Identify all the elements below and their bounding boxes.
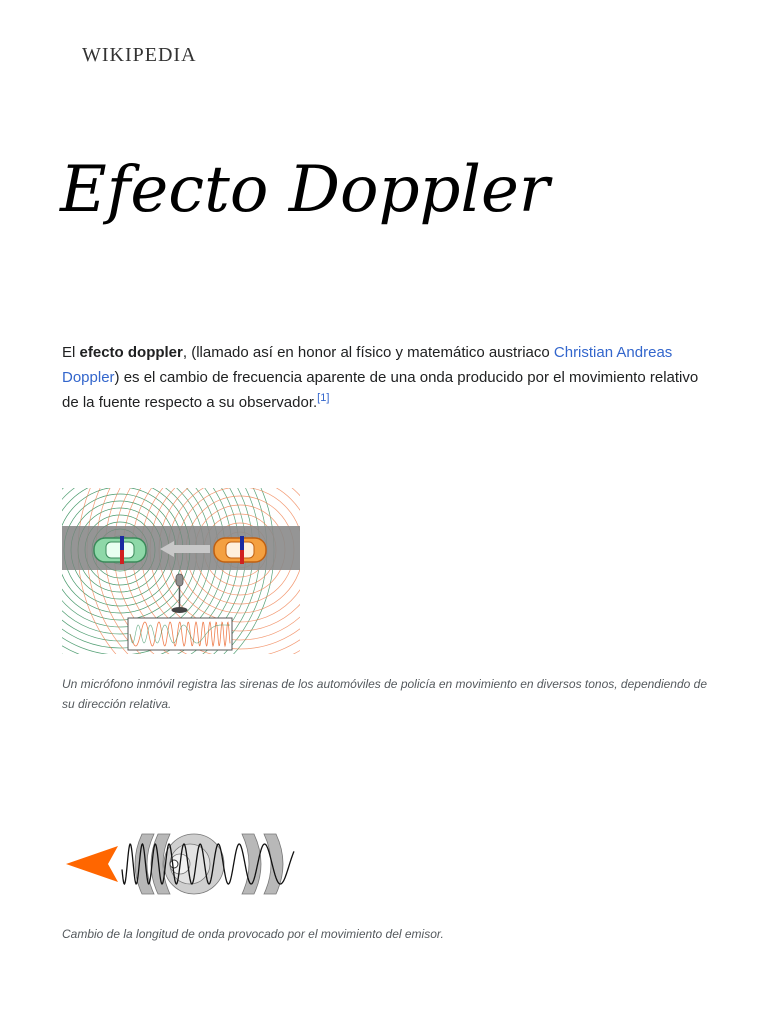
lead-bold-term: efecto doppler bbox=[79, 344, 183, 361]
lead-text-1: El bbox=[62, 344, 80, 361]
figure-caption-1: Un micrófono inmóvil registra las sirenas de los automóviles de policía en movimiento en diversos tonos, dependiendo de su dirección relativa. bbox=[62, 677, 708, 711]
figure-caption-2: Cambio de la longitud de onda provocado por el movimiento del emisor. bbox=[62, 927, 444, 941]
lead-text-2: , (llamado así en honor al físico y matemático austriaco bbox=[182, 344, 554, 361]
page-title: Efecto Doppler bbox=[60, 153, 550, 227]
emitter-icon bbox=[170, 860, 178, 868]
lead-paragraph bbox=[62, 340, 712, 415]
logo-text: WIKIPEDIA bbox=[82, 44, 197, 66]
wikipedia-logo[interactable] bbox=[82, 44, 197, 67]
link-christian-andreas-doppler[interactable]: Christian Andreas Doppler bbox=[62, 344, 673, 386]
reference-link-1[interactable]: [1] bbox=[317, 392, 330, 404]
direction-arrow-icon bbox=[66, 846, 118, 882]
wavelength-change-image[interactable] bbox=[62, 830, 296, 898]
doppler-cars-image[interactable] bbox=[62, 488, 300, 654]
police-car-right bbox=[214, 536, 266, 564]
police-car-left bbox=[94, 536, 146, 564]
lead-text-3: ) es el cambio de frecuencia aparente de una onda producido por el movimiento relativo de la fuente respecto a su observador. bbox=[62, 369, 699, 411]
